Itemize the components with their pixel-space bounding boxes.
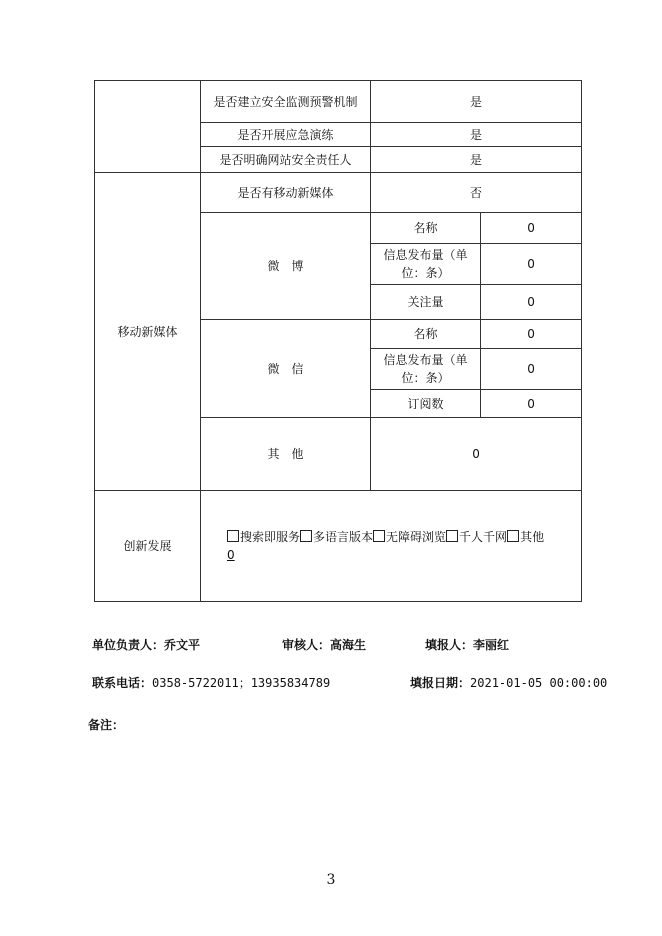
reviewer-line	[282, 636, 366, 653]
innovation-option[interactable]: 多语言版本	[300, 530, 373, 544]
security-section-cell	[95, 81, 201, 173]
checkbox-icon[interactable]	[373, 530, 385, 542]
weibo-name-value: 0	[481, 213, 582, 244]
weibo-posts-label: 信息发布量（单位：条）	[371, 244, 481, 285]
q-drill: 是否开展应急演练	[201, 123, 371, 147]
weibo-followers-label: 关注量	[371, 285, 481, 320]
a-has-new-media: 否	[371, 173, 582, 213]
checkbox-icon[interactable]	[227, 530, 239, 542]
weibo-label: 微 博	[201, 213, 371, 320]
unit-head-line	[92, 636, 200, 653]
page-number: 3	[326, 872, 336, 888]
date-line	[410, 674, 607, 691]
innovation-section: 创新发展	[95, 491, 201, 602]
wechat-subscribers-value: 0	[481, 390, 582, 418]
q-monitoring: 是否建立安全监测预警机制	[201, 81, 371, 123]
wechat-posts-value: 0	[481, 349, 582, 390]
a-monitoring: 是	[371, 81, 582, 123]
filler-line	[425, 636, 509, 653]
wechat-subscribers-label: 订阅数	[371, 390, 481, 418]
q-has-new-media: 是否有移动新媒体	[201, 173, 371, 213]
unit-head-value: 乔文平	[164, 638, 201, 652]
date-value: 2021-01-05 00:00:00	[470, 676, 608, 690]
wechat-posts-label: 信息发布量（单位：条）	[371, 349, 481, 390]
a-drill: 是	[371, 123, 582, 147]
reviewer-value: 高海生	[330, 638, 367, 652]
q-responsible: 是否明确网站安全责任人	[201, 147, 371, 173]
wechat-label: 微 信	[201, 320, 371, 418]
wechat-name-label: 名称	[371, 320, 481, 349]
innovation-options	[201, 491, 582, 602]
innovation-option[interactable]: 其他	[507, 530, 544, 544]
weibo-name-label: 名称	[371, 213, 481, 244]
innovation-option[interactable]: 千人千网	[446, 530, 507, 544]
innovation-other-value: 0	[227, 548, 235, 562]
new-media-section: 移动新媒体	[95, 173, 201, 491]
wechat-name-value: 0	[481, 320, 582, 349]
phone-value: 0358-5722011；13935834789	[152, 676, 331, 690]
checkbox-icon[interactable]	[446, 530, 458, 542]
unit-head-label: 单位负责人：	[92, 638, 165, 652]
weibo-posts-value: 0	[481, 244, 582, 285]
innovation-option[interactable]: 无障碍浏览	[373, 530, 446, 544]
date-label: 填报日期：	[410, 676, 471, 690]
a-responsible: 是	[371, 147, 582, 173]
weibo-followers-value: 0	[481, 285, 582, 320]
report-table	[94, 80, 582, 602]
phone-label: 联系电话：	[92, 676, 153, 690]
other-media-value: 0	[371, 418, 582, 491]
checkbox-icon[interactable]	[507, 530, 519, 542]
filler-value: 李丽红	[473, 638, 510, 652]
innovation-option[interactable]: 搜索即服务	[227, 530, 300, 544]
remark-label: 备注：	[88, 718, 125, 732]
checkbox-icon[interactable]	[300, 530, 312, 542]
filler-label: 填报人：	[425, 638, 474, 652]
phone-line	[92, 674, 330, 691]
other-media-label: 其 他	[201, 418, 371, 491]
reviewer-label: 审核人：	[282, 638, 331, 652]
